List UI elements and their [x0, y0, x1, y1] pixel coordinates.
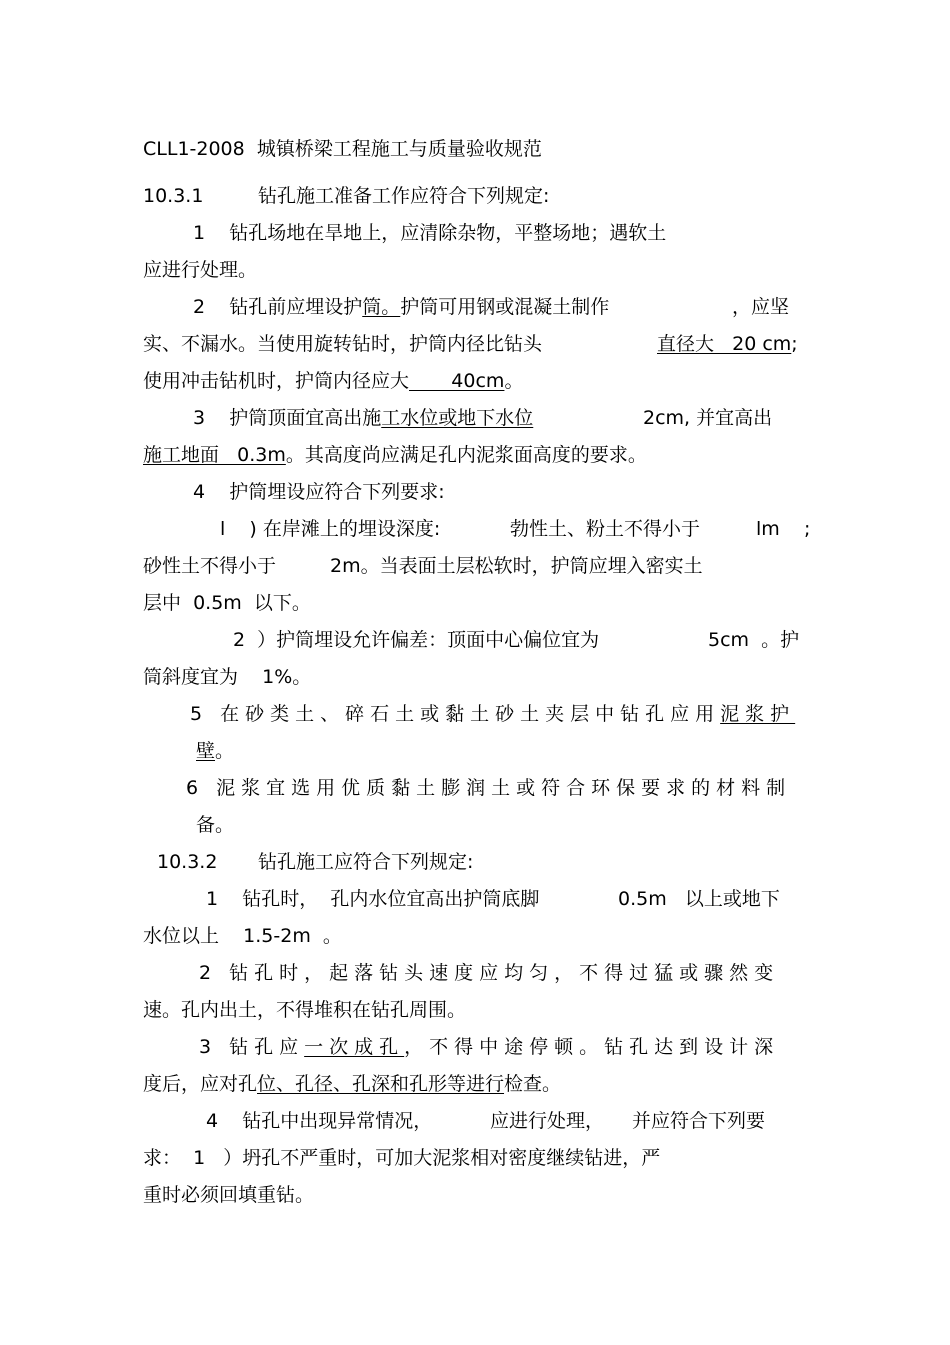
item-6-line-1: 6 泥浆宜选用优质黏土膨润土或符合环保要求的材料制 — [186, 777, 792, 799]
item-4b-line-1-end: 5cm 。护 — [708, 629, 800, 651]
underlined-text: 施工地面 0.3m — [143, 444, 286, 466]
text: 检查。 — [504, 1073, 562, 1095]
item-4a-line-1-mid: 勃性土、粉土不得小于 — [510, 518, 701, 540]
underlined-text: 壁 — [196, 740, 216, 762]
text: 。其高度尚应满足孔内泥浆面高度的要求。 — [285, 444, 647, 466]
text: 。 — [504, 370, 524, 392]
text: 3 钻孔应 — [199, 1036, 305, 1058]
section-number: 10.3.1 — [143, 185, 204, 207]
item-3-line-1 — [199, 1034, 779, 1060]
item-4a-line-3: 层中 0.5m 以下。 — [143, 592, 311, 614]
text: ，不得中途停顿。钻孔达到设计深 — [404, 1036, 780, 1058]
item-4-line-1: 4 护筒埋设应符合下列要求: — [193, 481, 445, 503]
item-1-line-2: 水位以上 1.5-2m 。 — [143, 925, 342, 947]
item-2-line-1: 2 钻孔时，起落钻头速度应均匀，不得过猛或骤然变 — [199, 962, 780, 984]
item-4-line-3: 重时必须回填重钻。 — [143, 1184, 315, 1206]
underlined-text: 直径大 20 cm — [657, 333, 792, 355]
item-5-line-2 — [196, 738, 234, 764]
item-1-line-1: 1 钻孔时， 孔内水位宜高出护筒底脚 — [206, 888, 540, 910]
underlined-text: 泥浆护 — [720, 703, 796, 725]
item-3-line-2 — [143, 442, 647, 468]
item-4b-line-2: 筒斜度宜为 1%。 — [143, 666, 312, 688]
section-heading: 钻孔施工准备工作应符合下列规定: — [258, 185, 550, 207]
item-6-line-2: 备。 — [196, 814, 235, 836]
item-2-line-2-end — [657, 331, 798, 357]
item-4a-line-2: 砂性土不得小于 — [143, 555, 277, 577]
item-2-line-3 — [143, 368, 523, 394]
text: 2 钻孔前应埋设护 — [193, 296, 363, 318]
item-4-line-1: 4 钻孔中出现异常情况， — [206, 1110, 433, 1132]
item-2-line-1 — [193, 294, 609, 320]
item-3-line-1 — [193, 405, 533, 431]
text: 3 护筒顶面宜高出施 — [193, 407, 382, 429]
item-3-line-1-end: 2cm, 并宜高出 — [643, 407, 773, 429]
item-4b-line-1: 2 ）护筒埋设允许偏差：顶面中心偏位宜为 — [233, 629, 600, 651]
text: 。 — [215, 740, 235, 762]
underlined-text: 工水位或地下水位 — [381, 407, 534, 429]
item-1-line-2: 应进行处理。 — [143, 259, 258, 281]
document-title: CLL1-2008 城镇桥梁工程施工与质量验收规范 — [143, 138, 542, 160]
text: 5 在砂类土、碎石土或黏土砂土夹层中钻孔应用 — [190, 703, 721, 725]
text: 使用冲击钻机时，护筒内径应大 — [143, 370, 410, 392]
item-4-line-2: 求： 1 ）坍孔不严重时，可加大泥浆相对密度继续钻进，严 — [143, 1147, 661, 1169]
section-heading: 钻孔施工应符合下列规定: — [258, 851, 474, 873]
item-1-line-1-end: 0.5m 以上或地下 — [618, 888, 780, 910]
underlined-text: 40cm — [409, 370, 505, 392]
item-4a-line-1-end: lm ; — [756, 518, 811, 540]
underlined-text: 一次成孔 — [304, 1036, 405, 1058]
text: 度后，应对孔 — [143, 1073, 258, 1095]
item-4-line-1-end: 并应符合下列要 — [632, 1110, 766, 1132]
underlined-text: 筒。 — [362, 296, 401, 318]
item-1-line-1: 1 钻孔场地在旱地上，应清除杂物，平整场地；遇软土 — [193, 222, 667, 244]
item-3-line-2 — [143, 1071, 561, 1097]
text: 护筒可用钢或混凝土制作 — [400, 296, 610, 318]
item-5-line-1 — [190, 701, 795, 727]
section-number: 10.3.2 — [157, 851, 218, 873]
underlined-text: 位、孔径、孔深和孔形等进行 — [257, 1073, 505, 1095]
item-4-line-1-mid: 应进行处理， — [490, 1110, 605, 1132]
item-2-line-2: 速。孔内出土，不得堆积在钻孔周围。 — [143, 999, 467, 1021]
item-4a-line-1: l ) 在岸滩上的埋设深度: — [220, 518, 441, 540]
item-4a-line-2-end: 2m。当表面土层松软时，护筒应埋入密实土 — [330, 555, 703, 577]
item-2-line-2: 实、不漏水。当使用旋转钻时，护筒内径比钻头 — [143, 333, 543, 355]
item-2-line-1-end: ，应坚 — [732, 296, 790, 318]
text: ; — [791, 333, 798, 355]
